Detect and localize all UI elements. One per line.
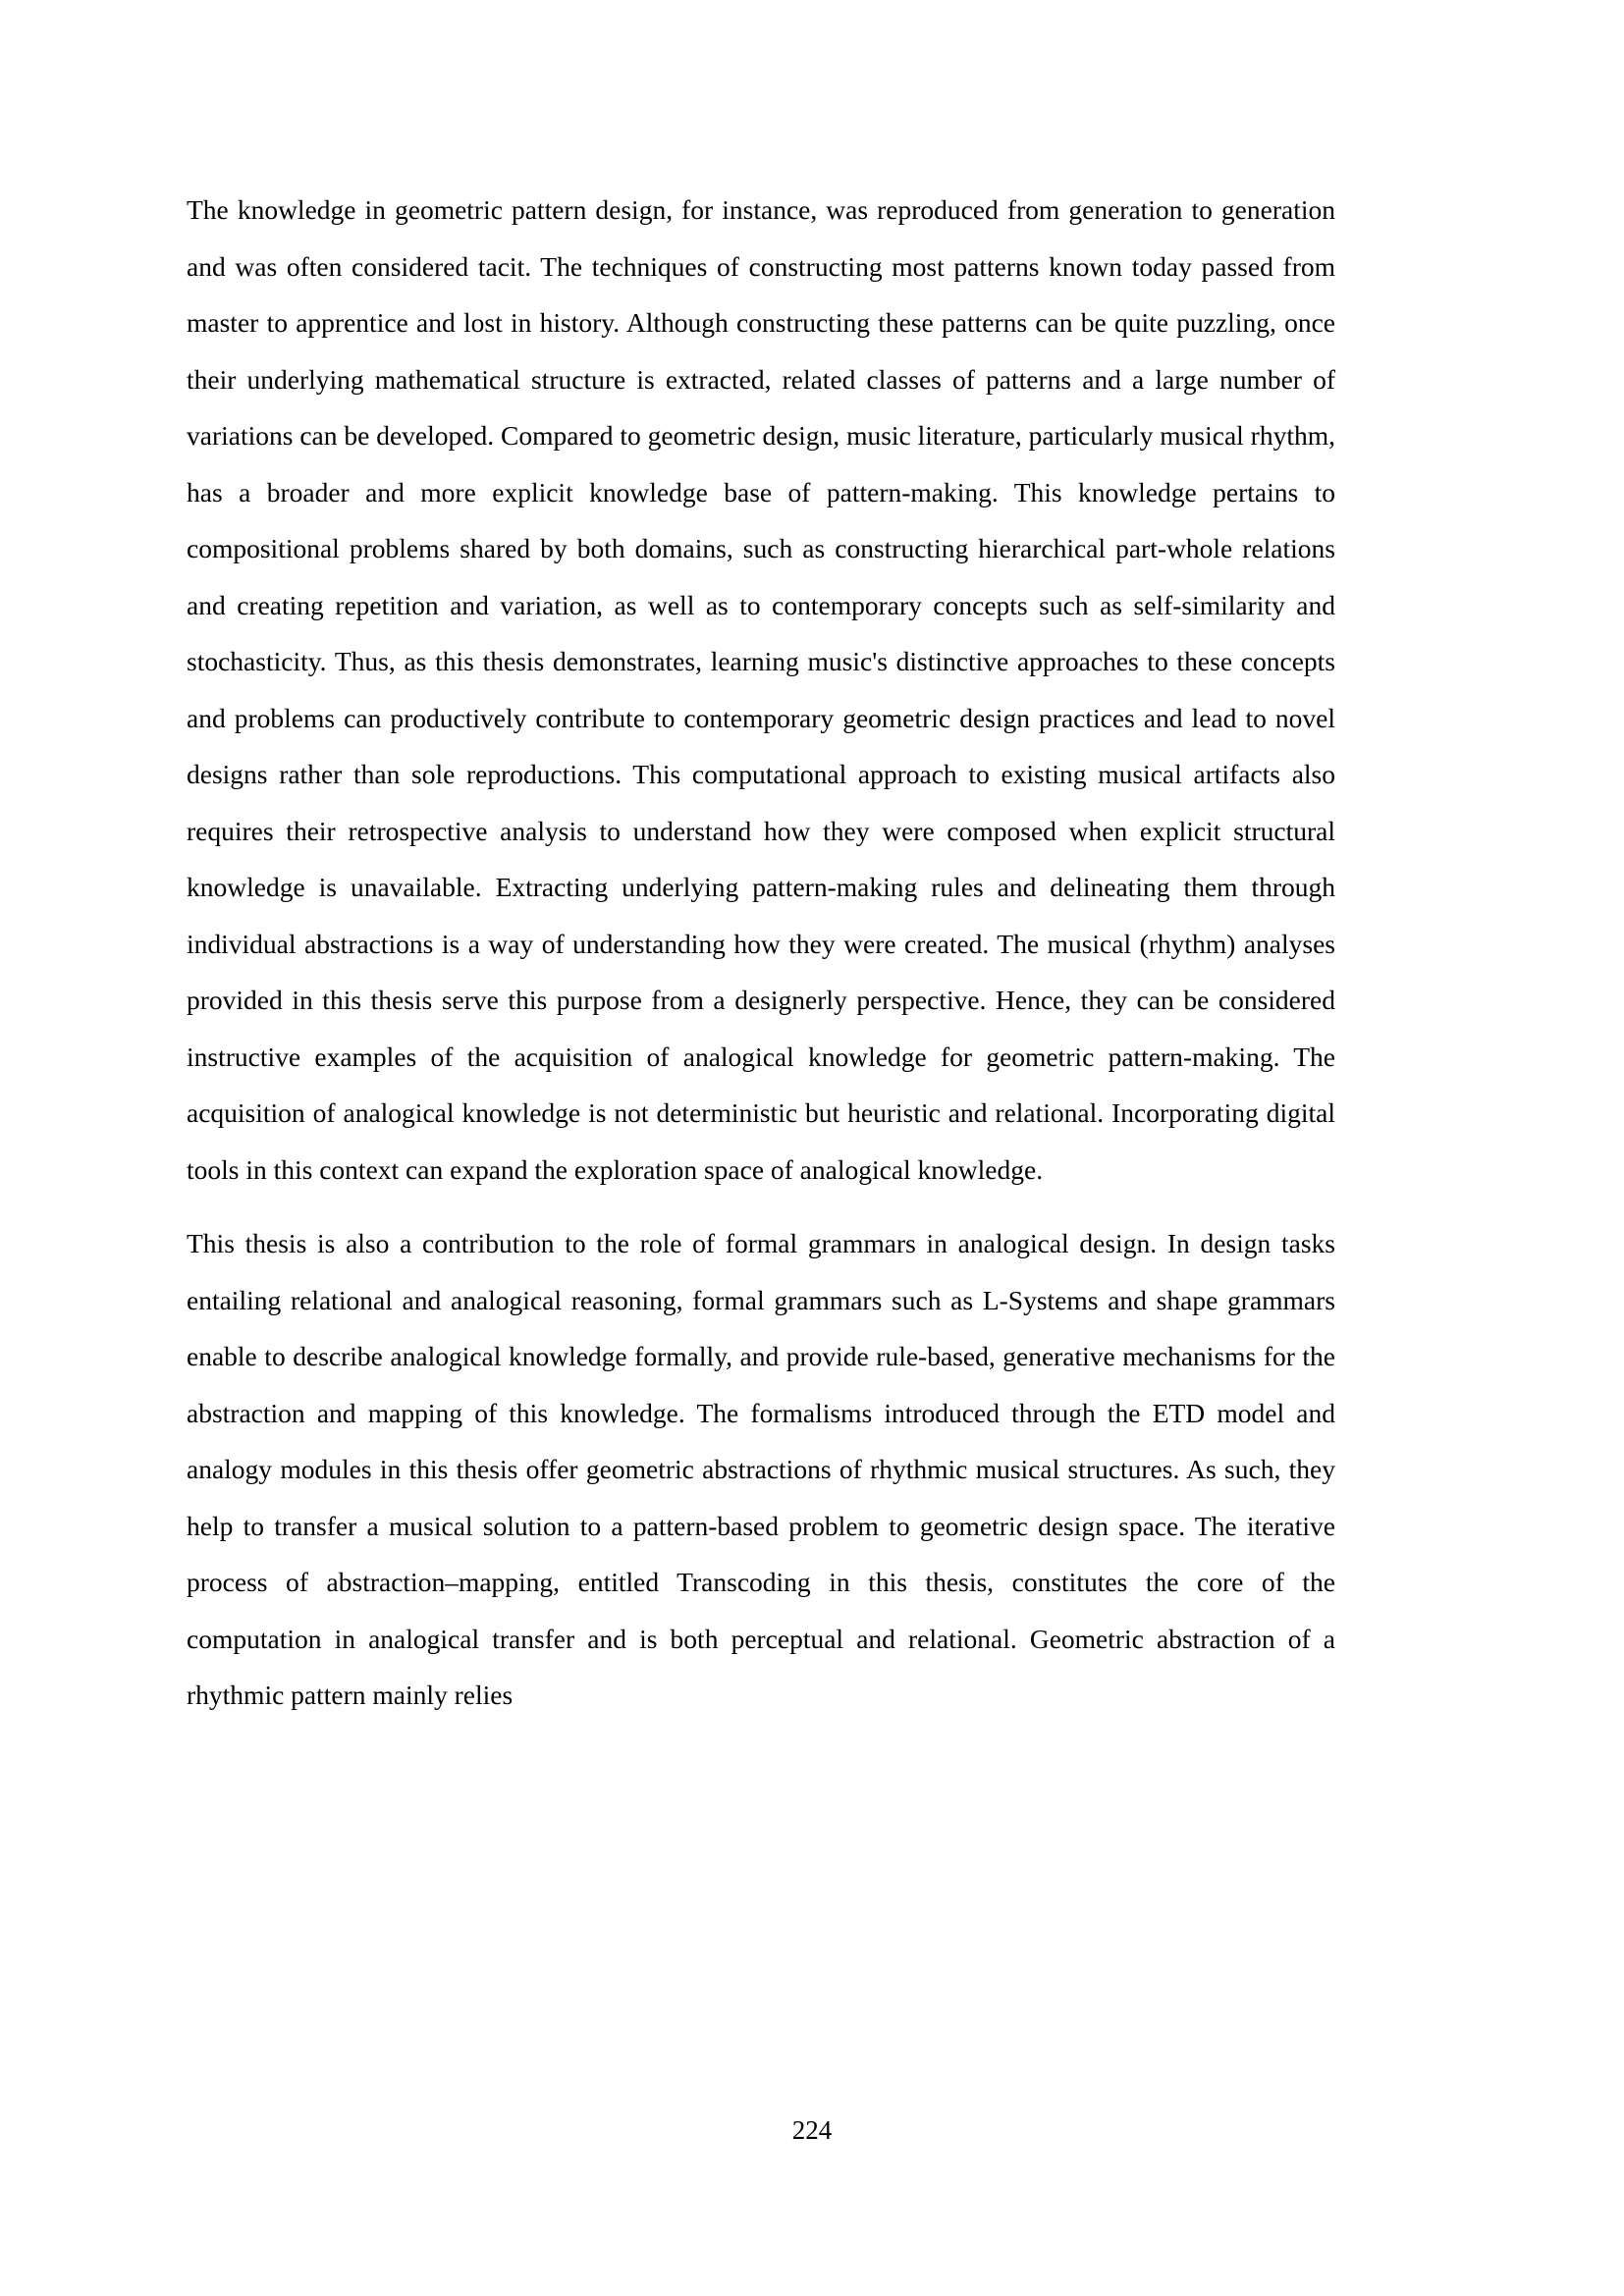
body-paragraph-1: The knowledge in geometric pattern design, for instance, was reproduced from generation to generation and was often considered tacit. The techniques of constructing most patterns known today passed from master to apprentice and lost in history. Although constructing these patterns can be quite puzzling, once their underlying mathematical structure is extracted, related classes of patterns and a large number of variations can be developed. Compared to geometric design, music literature, particularly musical rhythm, has a broader and more explicit knowledge base of pattern-making. This knowledge pertains to compositional problems shared by both domains, such as constructing hierarchical part-whole relations and creating repetition and variation, as well as to contemporary concepts such as self-similarity and stochasticity. Thus, as this thesis demonstrates, learning music's distinctive approaches to these concepts and problems can productively contribute to contemporary geometric design practices and lead to novel designs rather than sole reproductions. This computational approach to existing musical artifacts also requires their retrospective analysis to understand how they were composed when explicit structural knowledge is unavailable. Extracting underlying pattern-making rules and delineating them through individual abstractions is a way of understanding how they were created. The musical (rhythm) analyses provided in this thesis serve this purpose from a designerly perspective. Hence, they can be considered instructive examples of the acquisition of analogical knowledge for geometric pattern-making. The acquisition of analogical knowledge is not deterministic but heuristic and relational. Incorporating digital tools in this context can expand the exploration space of analogical knowledge. [187,194,1335,1185]
body-paragraph-2: This thesis is also a contribution to the role of formal grammars in analogical design. In design tasks entailing relational and analogical reasoning, formal grammars such as L-Systems and shape grammars enable to describe analogical knowledge formally, and provide rule-based, generative mechanisms for the abstraction and mapping of this knowledge. The formalisms introduced through the ETD model and analogy modules in this thesis offer geometric abstractions of rhythmic musical structures. As such, they help to transfer a musical solution to a pattern-based problem to geometric design space. The iterative process of abstraction–mapping, entitled Transcoding in this thesis, constitutes the core of the computation in analogical transfer and is both perceptual and relational. Geometric abstraction of a rhythmic pattern mainly relies [187,1228,1335,1710]
page-number: 224 [791,2115,833,2145]
page-body [187,182,1335,1724]
